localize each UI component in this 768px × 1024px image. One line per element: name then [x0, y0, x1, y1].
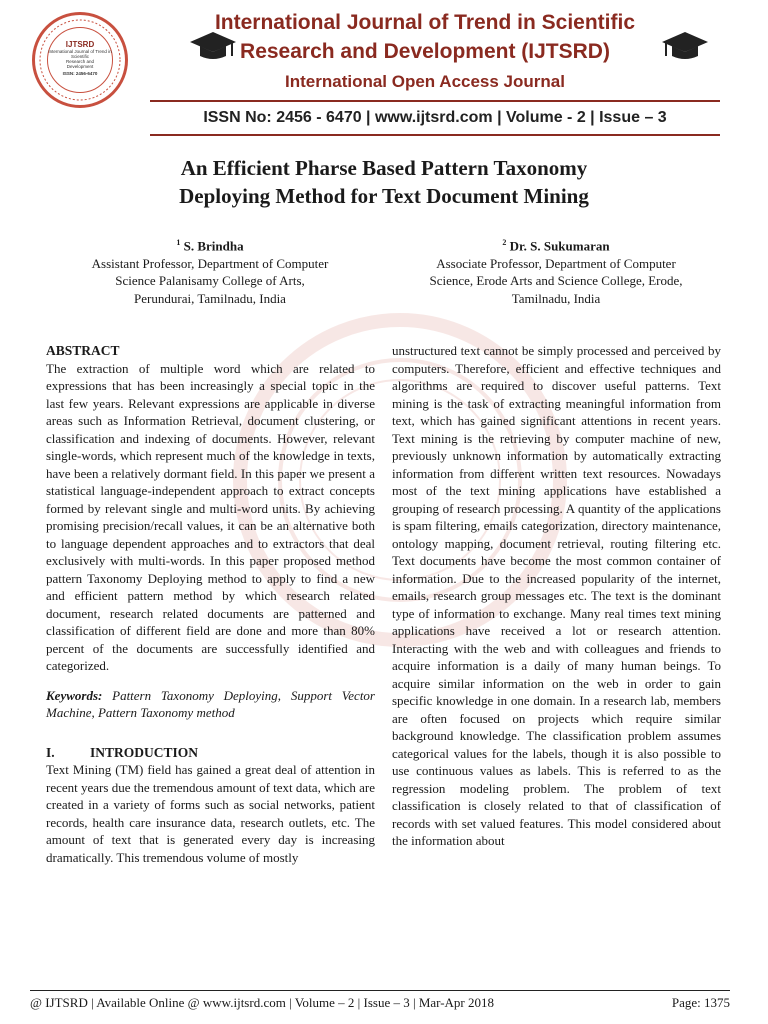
- issn-bar: ISSN No: 2456 - 6470 | www.ijtsrd.com | Volume - 2 | Issue – 3: [150, 100, 720, 136]
- journal-header: [0, 0, 768, 140]
- keywords: [46, 687, 375, 722]
- ijtsrd-logo-seal: [32, 12, 128, 108]
- keywords-text: Pattern Taxonomy Deploying, Support Vector Machine, Pattern Taxonomy method: [46, 687, 375, 720]
- right-column: [392, 342, 721, 850]
- seal-acronym: IJTSRD: [65, 40, 95, 49]
- author-block-1: [50, 234, 370, 307]
- right-column-text: unstructured text cannot be simply processed and perceived by computers. Therefore, efficient and effective techniques and algorithms are required to discover useful patterns. Text mining is the task of extracting meaningful information from text, which has gained significant attentions in recent years. Text mining is the retrieving by computer machine of new, previously unknown information by automatically extracting information from different written text resources. Nowadays most of the text mining applications have established a grouping of research processing. A quantity of the applications is spam filtering, emails categorization, directory maintenance, ontology mapping, document retrieval, routing filtering etc. Text documents have become the most common container of information. Due to the increased popularity of the internet, emails, research group messages etc. The text is the dominant type of information to exchange. Many real times text mining applications have received a lot or research attention. Interacting with the web and with colleagues and friends to acquire information is a daily of many human beings. To acquire similar information on the web in order to gain specific knowledge in one domain. In a research lab, members are often focused on projects which require similar background knowledge. The classification problem assumes categorical values for the labels, though it is also possible to use continuous values as labels. This is referred to as the regression modeling problem. The problem of text classification is closely related to that of classification of records with set valued features. This model considered about the information about: [392, 343, 721, 848]
- author-name: S. Brindha: [183, 238, 244, 254]
- journal-title: [150, 8, 700, 66]
- footer-citation: @ IJTSRD | Available Online @ www.ijtsrd.com | Volume – 2 | Issue – 3 | Mar-Apr 2018: [30, 995, 495, 1010]
- author-affiliation-line: Assistant Professor, Department of Computer: [91, 255, 329, 271]
- seal-line: Research and: [65, 59, 95, 64]
- keywords-label: Keywords:: [46, 687, 103, 703]
- abstract-heading: ABSTRACT: [46, 343, 120, 358]
- section-title: INTRODUCTION: [90, 744, 199, 760]
- author-affiliation-line: Science, Erode Arts and Science College, Erode,: [429, 273, 683, 289]
- paper-title-line2: Deploying Method for Text Document Mining: [179, 184, 589, 208]
- paper-title: [40, 154, 728, 210]
- seal-line: International Journal of Trend in Scientific: [48, 49, 112, 59]
- author-affiliation-line: Perundurai, Tamilnadu, India: [134, 290, 286, 306]
- author-block-2: [396, 234, 716, 307]
- introduction-text: Text Mining (TM) field has gained a great deal of attention in recent years due the tremendous amount of text data, which are created in a variety of forms such as social networks, patient records, health care insurance data, research outlets, etc. The amount of text that is generated every day is increasing dramatically. This tremendous volume of mostly: [46, 762, 375, 865]
- author-affiliation-line: Associate Professor, Department of Computer: [436, 255, 676, 271]
- open-access-label: International Open Access Journal: [285, 72, 565, 91]
- left-column: [46, 342, 375, 866]
- journal-title-line1: International Journal of Trend in Scientific: [214, 11, 636, 34]
- author-number: 1: [176, 238, 181, 247]
- page-number: Page: 1375: [671, 995, 730, 1010]
- seal-inner: [47, 27, 113, 93]
- author-affiliation-line: Tamilnadu, India: [511, 290, 601, 306]
- journal-title-line2: Research and Development (IJTSRD): [240, 40, 610, 63]
- author-affiliation-line: Science Palanisamy College of Arts,: [115, 273, 305, 289]
- section-number: I.: [46, 744, 55, 760]
- seal-issn: ISSN: 2456-6470: [62, 71, 98, 76]
- seal-line: Development: [66, 64, 94, 69]
- paper-title-line1: An Efficient Pharse Based Pattern Taxonomy: [180, 156, 588, 180]
- author-name: Dr. S. Sukumaran: [509, 238, 610, 254]
- introduction-heading: [46, 744, 375, 762]
- author-number: 2: [502, 238, 507, 247]
- page-footer: [30, 990, 730, 1013]
- abstract-text: The extraction of multiple word which are related to expressions that has been increasingly a special topic in the last few years. Relevant expressions are applicable in diverse areas such as Information Retrieval, document clustering, or classification and indexing of documents. However, relevant single-words, which represent much of the knowledge in texts, have been a relatively dormant field. In this paper we present a statistical language-independent approach to extract concepts formed by relevant single and multi-word units. By achieving promising precision/recall values, it can be an alternative both to language dependent approaches and to extractors that deal exclusively with multi-words. In this paper proposed method pattern Taxonomy Deploying method to apply to find a new and efficient pattern method by which research related document, research related documents are patterned and classification of different field are done and more than 80% percent of the documents are successfully identified and categorized.: [46, 360, 375, 673]
